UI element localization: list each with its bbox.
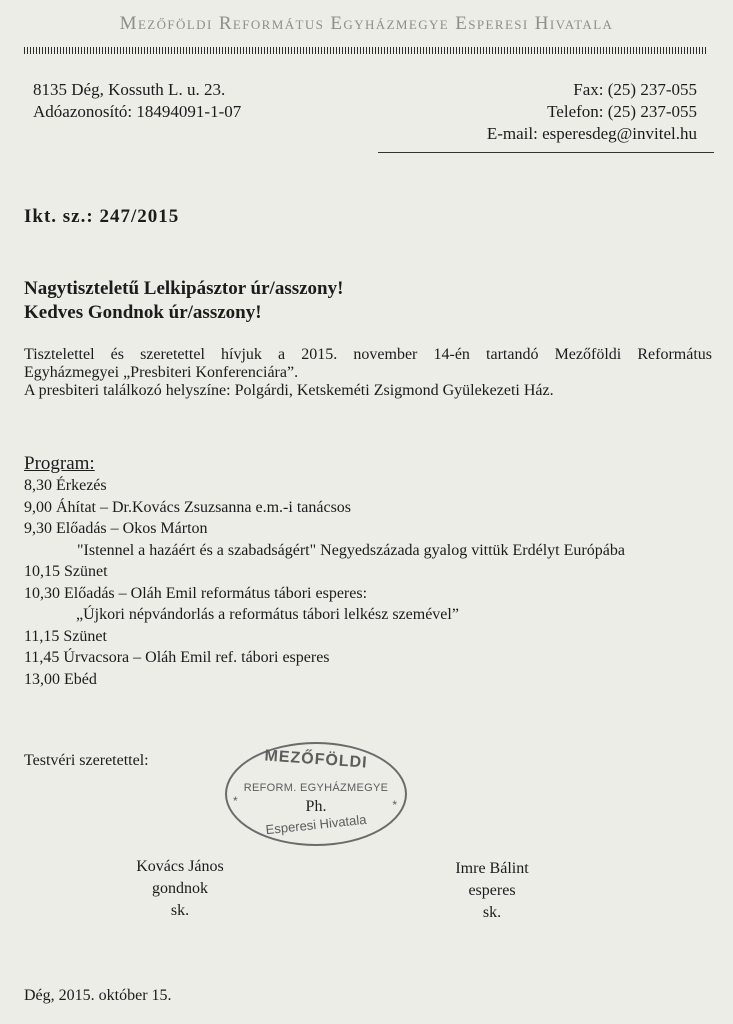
stamp-star-right: *: [392, 798, 397, 812]
signer-name: Kovács János: [136, 858, 224, 875]
program-item-subtitle: "Istennel a hazáért és a szabadságért" Negyedszázada gyalog vittük Erdélyt Európába: [77, 541, 625, 559]
signature-gondnok: [120, 856, 240, 922]
signature-esperes: [432, 858, 552, 924]
body-line: A presbiteri találkozó helyszíne: Polgárdi, Ketskeméti Zsigmond Gyülekezeti Ház.: [24, 382, 554, 399]
salutation-line: Kedves Gondnok úr/asszony!: [24, 302, 262, 323]
contact-block: [487, 79, 697, 145]
program-item: 11,15 Szünet: [24, 627, 107, 645]
program-item: 13,00 Ebéd: [24, 670, 97, 688]
salutation-line: Nagytiszteletű Lelkipásztor úr/asszony!: [24, 278, 344, 299]
stamp-bottom-text: Esperesi Hivatala: [264, 811, 368, 838]
signer-role: gondnok: [152, 880, 208, 897]
body-line: Tisztelettel és szeretettel hívjuk a 2015. november 14-én tartandó Mezőföldi Református: [24, 346, 712, 363]
program-item: 9,30 Előadás – Okos Márton: [24, 520, 208, 537]
email-line: E-mail: esperesdeg@invitel.hu: [486, 124, 697, 143]
program-item: 10,30 Előadás – Oláh Emil református tábori esperes:: [24, 584, 368, 602]
address-line: 8135 Dég, Kossuth L. u. 23.: [33, 80, 226, 99]
stamp-star-left: *: [233, 794, 238, 808]
letterhead-title: Mezőföldi Református Egyházmegye Esperesi Hivatala: [119, 13, 614, 34]
program-item: 8,30 Érkezés: [24, 477, 107, 494]
fax-line: Fax: (25) 237-055: [573, 80, 697, 99]
letter-date: Dég, 2015. október 15.: [24, 987, 172, 1004]
salutation: [24, 277, 343, 325]
stamp-middle-text: REFORM. EGYHÁZMEGYE: [243, 782, 389, 794]
letterhead-divider: [24, 47, 707, 54]
signer-sk: sk.: [170, 902, 190, 919]
contact-underline: [378, 152, 714, 153]
reference-number: Ikt. sz.: 247/2015: [24, 206, 180, 227]
stamp-top-text: MEZŐFÖLDI: [263, 747, 369, 772]
program-block: [24, 453, 625, 690]
program-item: 11,45 Úrvacsora – Oláh Emil ref. tábori esperes: [24, 649, 330, 666]
tax-id-line: Adóazonosító: 18494091-1-07: [33, 102, 242, 121]
stamp-ph-text: Ph.: [305, 798, 327, 815]
program-item: 10,15 Szünet: [24, 563, 108, 580]
official-stamp: [225, 742, 407, 846]
invitation-text: [24, 346, 712, 400]
signer-role: esperes: [468, 882, 516, 899]
program-item-subtitle: „Újkori népvándorlás a református tábori lelkész szemével”: [76, 606, 459, 623]
program-item: 9,00 Áhítat – Dr.Kovács Zsuzsanna e.m.-i tanácsos: [24, 498, 352, 516]
closing-text: Testvéri szeretettel:: [24, 752, 149, 769]
body-line: Egyházmegyei „Presbiteri Konferenciára”.: [24, 364, 299, 381]
address-block: [33, 79, 241, 123]
signer-sk: sk.: [482, 904, 502, 921]
program-title: Program:: [24, 453, 95, 474]
signer-name: Imre Bálint: [455, 860, 529, 877]
phone-line: Telefon: (25) 237-055: [547, 102, 697, 121]
